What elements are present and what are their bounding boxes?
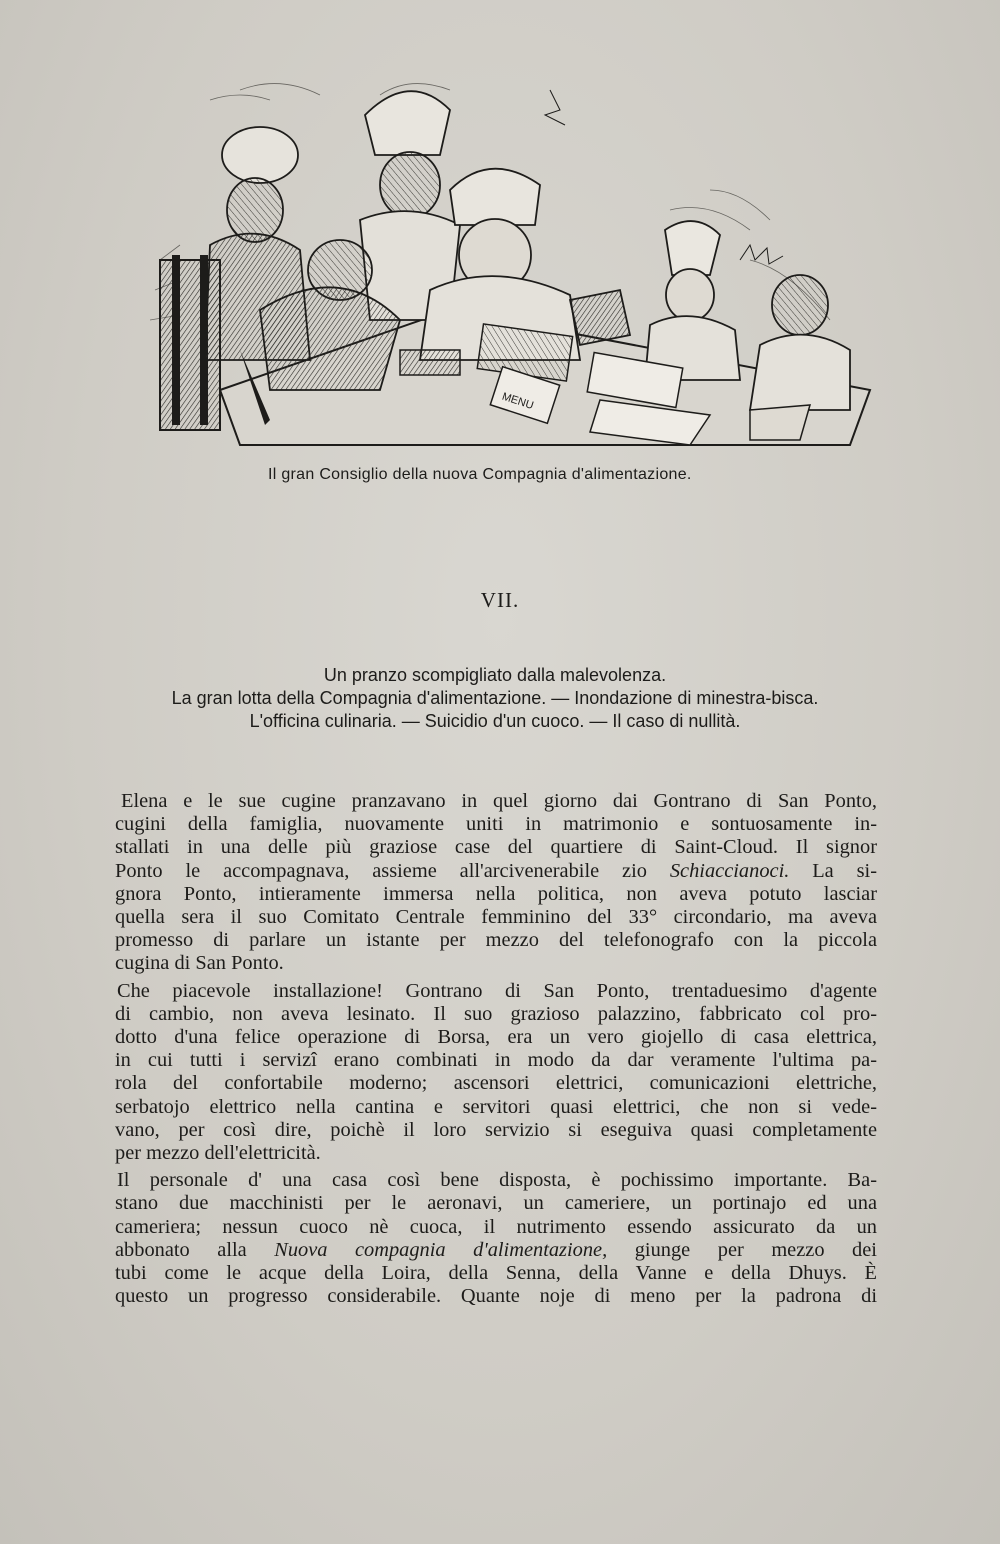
text-line: quella sera il suo Comitato Centrale femminino del 33° circondario, ma aveva [115, 906, 877, 929]
summary-line: L'officina culinaria. — Suicidio d'un cuoco. — Il caso di nullità. [249, 711, 741, 731]
paragraph [115, 980, 877, 1166]
cooks-council-engraving-icon [150, 60, 880, 455]
text-line: dotto d'una felice operazione di Borsa, era un vero giojello di casa elettrica, [115, 1026, 877, 1049]
text-line: stallati in una delle più graziose case del quartiere di Saint-Cloud. Il signor [115, 836, 877, 859]
text-line: di cambio, non aveva lesinato. Il suo grazioso palazzino, fabbricato col pro- [115, 1002, 877, 1025]
text-line [115, 860, 877, 883]
text-segment: Ponto le accompagnava, assieme all'arcivenerabile zio [115, 859, 647, 882]
text-segment: abbonato alla [115, 1238, 247, 1261]
text-line: Il personale d' una casa così bene disposta, è pochissimo importante. Ba- [117, 1169, 877, 1192]
text-line: cugini della famiglia, nuovamente uniti in matrimonio e sontuosamente in- [115, 813, 877, 836]
text-line: Che piacevole installazione! Gontrano di San Ponto, trentaduesimo d'agente [117, 979, 877, 1002]
illustration-caption: Il gran Consiglio della nuova Compagnia d'alimentazione. [268, 466, 692, 483]
text-line: tubi come le acque della Loira, della Senna, della Vanne e della Dhuys. È [115, 1262, 877, 1285]
paragraph [115, 790, 877, 976]
chapter-number: VII. [480, 588, 520, 612]
italic-company: Nuova compagnia d'alimentazione, [274, 1238, 608, 1261]
text-line [115, 1239, 877, 1262]
chapter-summary [95, 664, 895, 733]
body-text [115, 790, 877, 1308]
paragraph [115, 1169, 877, 1308]
menu-label: MENU [500, 390, 535, 413]
summary-line: La gran lotta della Compagnia d'alimentazione. — Inondazione di minestra-bisca. [171, 688, 819, 708]
text-line: serbatojo elettrico nella cantina e servitori quasi elettrici, che non si vede- [115, 1095, 877, 1118]
text-line: promesso di parlare un istante per mezzo del telefonografo con la piccola [115, 929, 877, 952]
text-segment: La si- [789, 859, 877, 882]
text-line: questo un progresso considerabile. Quante noje di meno per la padrona di [115, 1285, 877, 1308]
text-line: Elena e le sue cugine pranzavano in quel giorno dai Gontrano di San Ponto, [121, 790, 877, 812]
text-segment: giunge per mezzo dei [607, 1238, 877, 1261]
text-line: cameriera; nessun cuoco nè cuoca, il nutrimento essendo assicurato da un [115, 1215, 877, 1238]
summary-line: Un pranzo scompigliato dalla malevolenza. [323, 665, 667, 685]
text-line: vano, per così dire, poichè il loro servizio si eseguiva quasi completamente [115, 1118, 877, 1141]
text-line: rola del confortabile moderno; ascensori elettrici, comunicazioni elettriche, [115, 1072, 877, 1095]
text-line: in cui tutti i servizî erano combinati in modo da dar veramente l'ultima pa- [115, 1049, 877, 1072]
text-line: gnora Ponto, intieramente immersa nella politica, non aveva potuto lasciar [115, 882, 877, 905]
text-line: cugina di San Ponto. [115, 952, 284, 975]
text-line: stano due macchinisti per le aeronavi, un cameriere, un portinajo ed una [115, 1192, 877, 1215]
text-line: per mezzo dell'elettricità. [115, 1142, 321, 1165]
italic-name: Schiaccianoci. [669, 859, 790, 882]
